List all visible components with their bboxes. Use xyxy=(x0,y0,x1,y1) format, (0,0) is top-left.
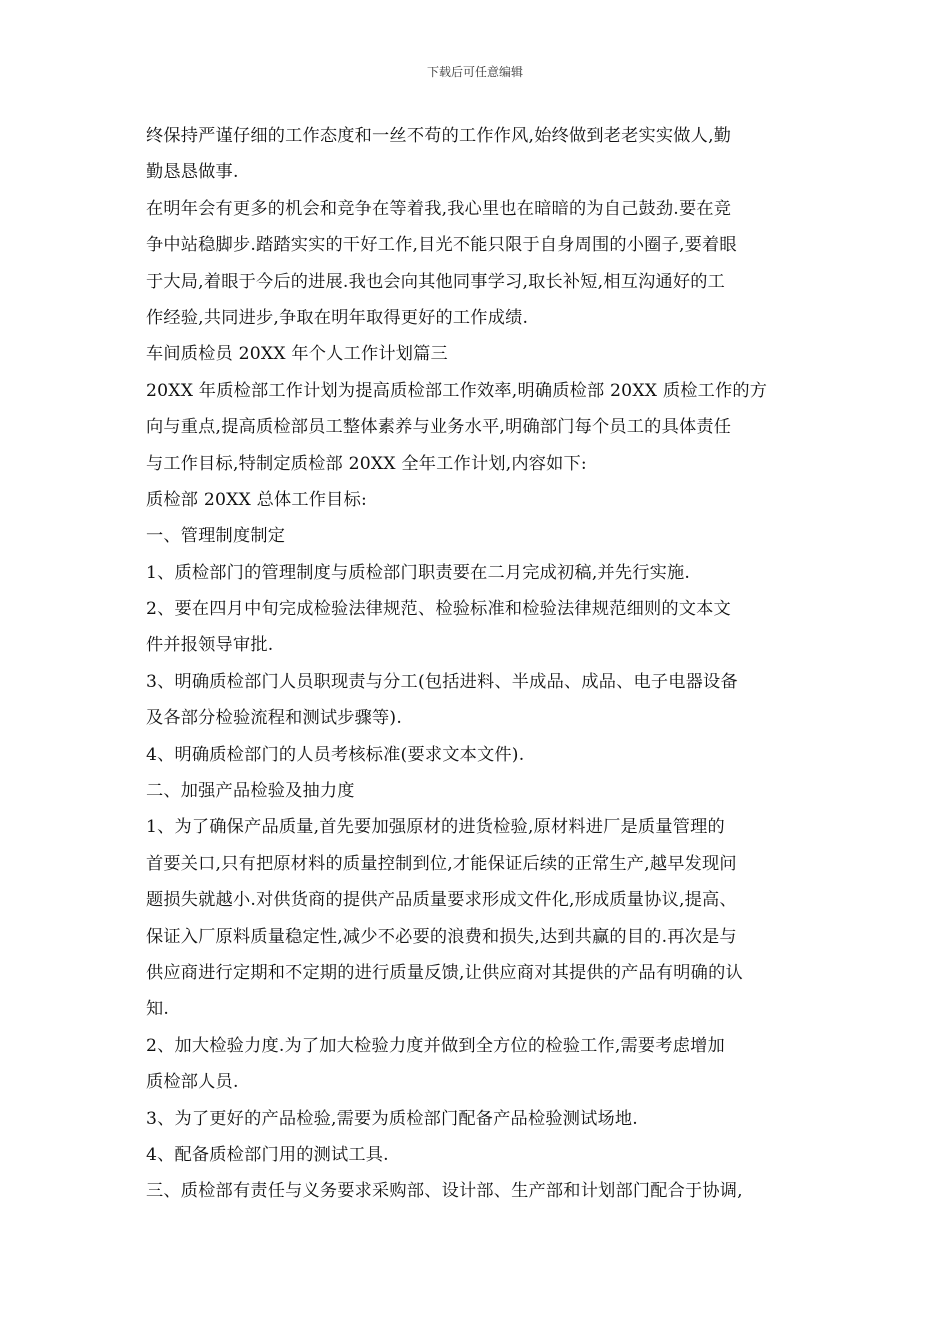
list-item: 1、为了确保产品质量,首先要加强原材的进货检验,原材料进厂是质量管理的 xyxy=(146,817,725,838)
text-line: 与工作目标,特制定质检部 20XX 全年工作计划,内容如下: xyxy=(146,453,587,474)
text-line: 20XX 年质检部工作计划为提高质检部工作效率,明确质检部 20XX 质检工作的方 xyxy=(146,380,768,401)
text-line: 保证入厂原料质量稳定性,减少不必要的浪费和损失,达到共赢的目的.再次是与 xyxy=(146,926,737,947)
text-line: 在明年会有更多的机会和竞争在等着我,我心里也在暗暗的为自己鼓劲.要在竞 xyxy=(146,198,732,219)
list-item: 4、明确质检部门的人员考核标准(要求文本文件). xyxy=(146,744,525,765)
text-line: 向与重点,提高质检部员工整体素养与业务水平,明确部门每个员工的具体责任 xyxy=(146,417,732,438)
text-line: 件并报领导审批. xyxy=(146,635,274,656)
text-line: 及各部分检验流程和测试步骤等). xyxy=(146,708,402,729)
list-item: 2、加大检验力度.为了加大检验力度并做到全方位的检验工作,需要考虑增加 xyxy=(146,1035,725,1056)
text-line: 质检部人员. xyxy=(146,1072,239,1093)
list-item: 3、为了更好的产品检验,需要为质检部门配备产品检验测试场地. xyxy=(146,1108,638,1129)
list-item: 4、配备质检部门用的测试工具. xyxy=(146,1144,389,1165)
text-line: 题损失就越小.对供货商的提供产品质量要求形成文件化,形成质量协议,提高、 xyxy=(146,890,737,911)
text-line: 于大局,着眼于今后的进展.我也会向其他同事学习,取长补短,相互沟通好的工 xyxy=(146,271,726,292)
text-line: 作经验,共同进步,争取在明年取得更好的工作成绩. xyxy=(146,307,529,328)
text-line: 供应商进行定期和不定期的进行质量反馈,让供应商对其提供的产品有明确的认 xyxy=(146,962,743,983)
document-body xyxy=(146,118,806,1210)
text-line: 首要关口,只有把原材料的质量控制到位,才能保证后续的正常生产,越早发现问 xyxy=(146,853,737,874)
text-line: 质检部 20XX 总体工作目标: xyxy=(146,489,367,510)
list-item: 2、要在四月中旬完成检验法律规范、检验标准和检验法律规范细则的文本文 xyxy=(146,599,731,620)
list-item: 1、质检部门的管理制度与质检部门职责要在二月完成初稿,并先行实施. xyxy=(146,562,691,583)
subheading: 一、管理制度制定 xyxy=(146,526,286,547)
subheading: 三、质检部有责任与义务要求采购部、设计部、生产部和计划部门配合于协调, xyxy=(146,1181,743,1202)
text-line: 知. xyxy=(146,999,170,1020)
text-line: 终保持严谨仔细的工作态度和一丝不苟的工作作风,始终做到老老实实做人,勤 xyxy=(146,126,732,146)
text-line: 勤恳恳做事. xyxy=(146,162,239,183)
page-header: 下载后可任意编辑 xyxy=(426,65,523,79)
text-line: 争中站稳脚步.踏踏实实的干好工作,目光不能只限于自身周围的小圈子,要着眼 xyxy=(146,235,737,256)
section-heading: 车间质检员 20XX 年个人工作计划篇三 xyxy=(146,344,448,365)
list-item: 3、明确质检部门人员职现责与分工(包括进料、半成品、成品、电子电器设备 xyxy=(146,671,738,692)
subheading: 二、加强产品检验及抽力度 xyxy=(146,781,355,802)
